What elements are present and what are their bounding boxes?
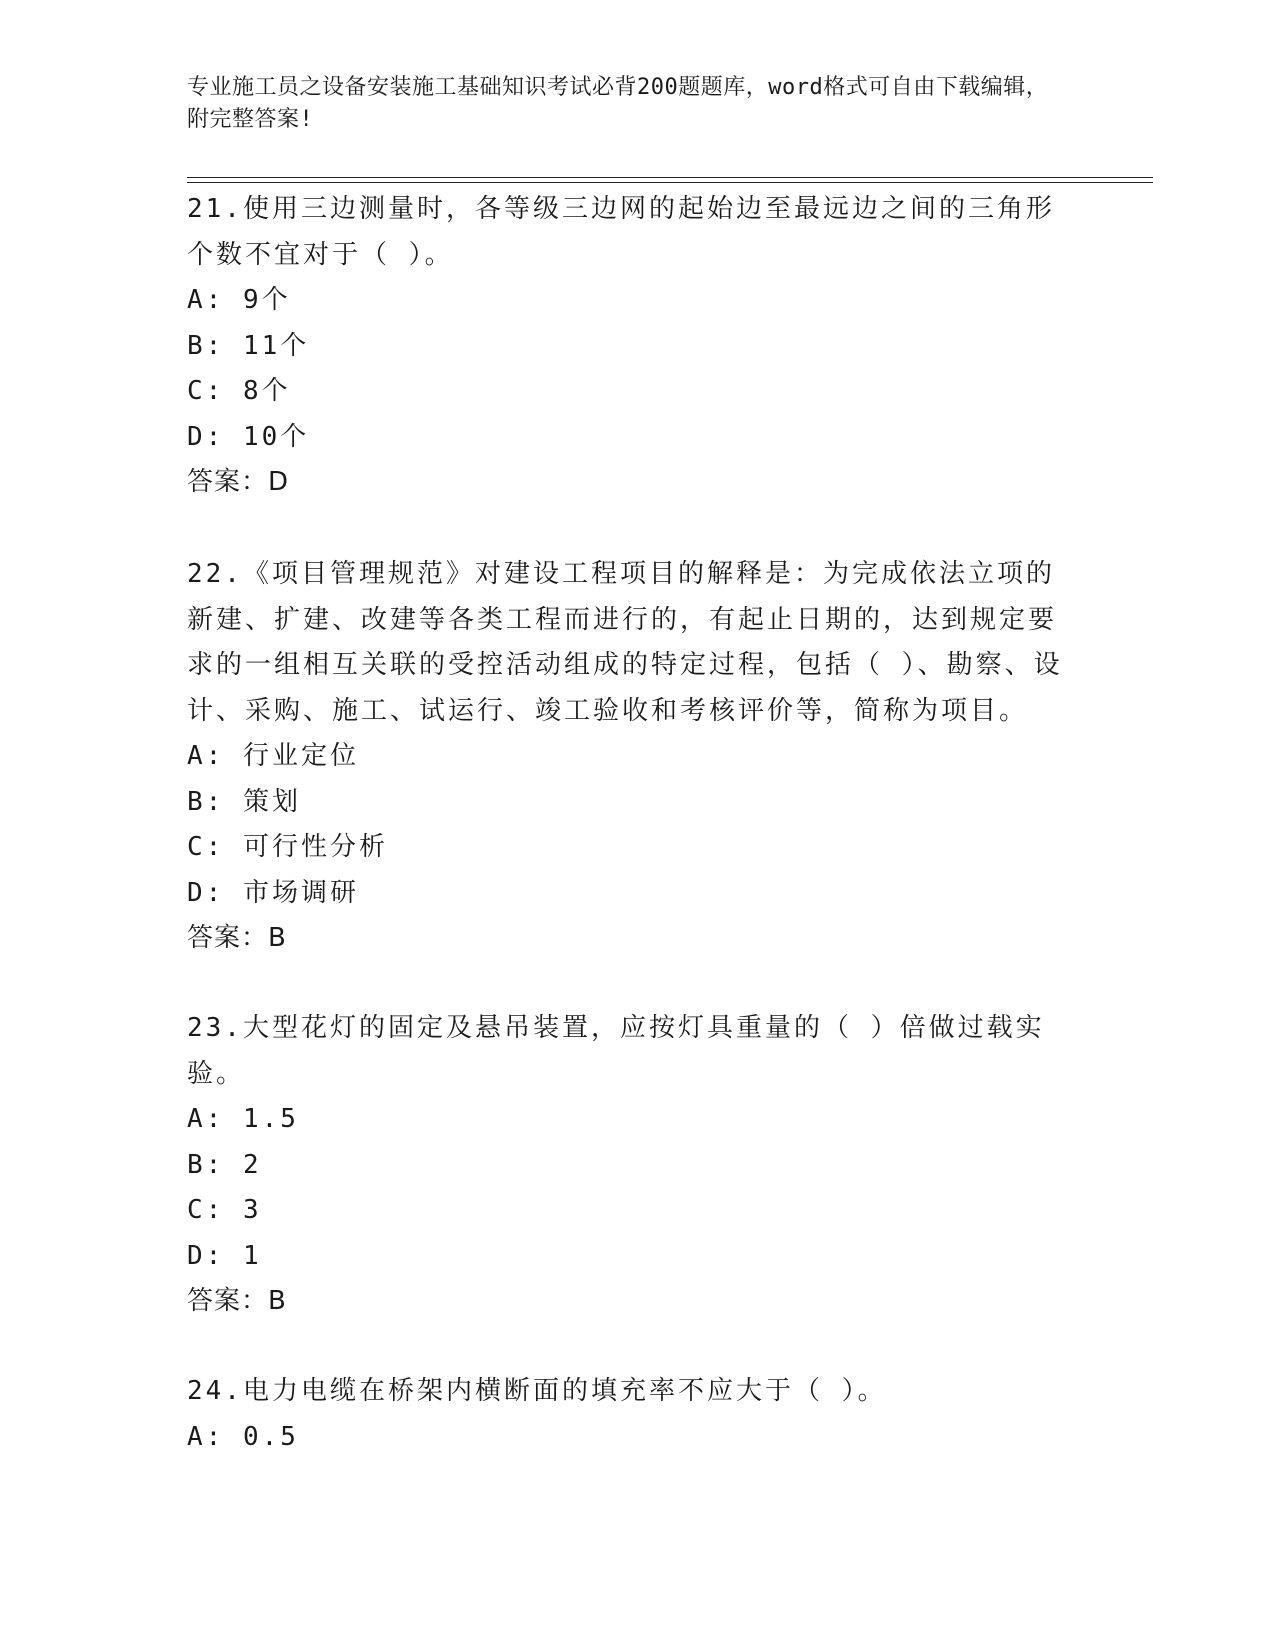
question-stem: 24.电力电缆在桥架内横断面的填充率不应大于（ ）。 [187, 1376, 887, 1406]
option-c: C: 8个 [187, 376, 291, 406]
option-b: B: 2 [187, 1149, 262, 1180]
option-c: C: 可行性分析 [187, 832, 388, 862]
option-a: A: 9个 [187, 285, 291, 315]
option-c: C: 3 [187, 1195, 262, 1225]
option-a: A: 1.5 [187, 1104, 299, 1134]
header-divider-bottom [187, 182, 1153, 183]
answer: 答案：B [187, 1286, 287, 1316]
question-stem: 21.使用三边测量时，各等级三边网的起始边至最远边之间的三角形个数不宜对于（ ）。 [187, 194, 1055, 270]
header-divider-top [187, 177, 1153, 178]
document-header: 专业施工员之设备安装施工基础知识考试必背200题题库，word格式可自由下载编辑，附完整答案! [187, 75, 1049, 132]
option-b: B: 11个 [187, 330, 310, 361]
answer: 答案：D [187, 467, 290, 497]
question-21 [187, 187, 1067, 506]
option-d: D: 1 [187, 1240, 262, 1271]
question-22 [187, 552, 1067, 962]
option-b: B: 策划 [187, 786, 301, 817]
option-d: D: 10个 [187, 421, 310, 452]
option-a: A: 0.5 [187, 1421, 299, 1452]
question-24 [187, 1369, 1067, 1460]
answer: 答案：B [187, 923, 287, 953]
option-d: D: 市场调研 [187, 877, 359, 908]
option-a: A: 行业定位 [187, 741, 359, 771]
question-stem: 22.《项目管理规范》对建设工程项目的解释是：为完成依法立项的新建、扩建、改建等各类工程而进行的，有起止日期的，达到规定要求的一组相互关联的受控活动组成的特定过程，包括（ ）、勘察、设计、采购、施工、试运行、竣工验收和考核评价等，简称为项目。 [187, 559, 1063, 726]
question-23 [187, 1006, 1067, 1325]
question-stem: 23.大型花灯的固定及悬吊装置，应按灯具重量的（ ）倍做过载实验。 [187, 1013, 1045, 1089]
